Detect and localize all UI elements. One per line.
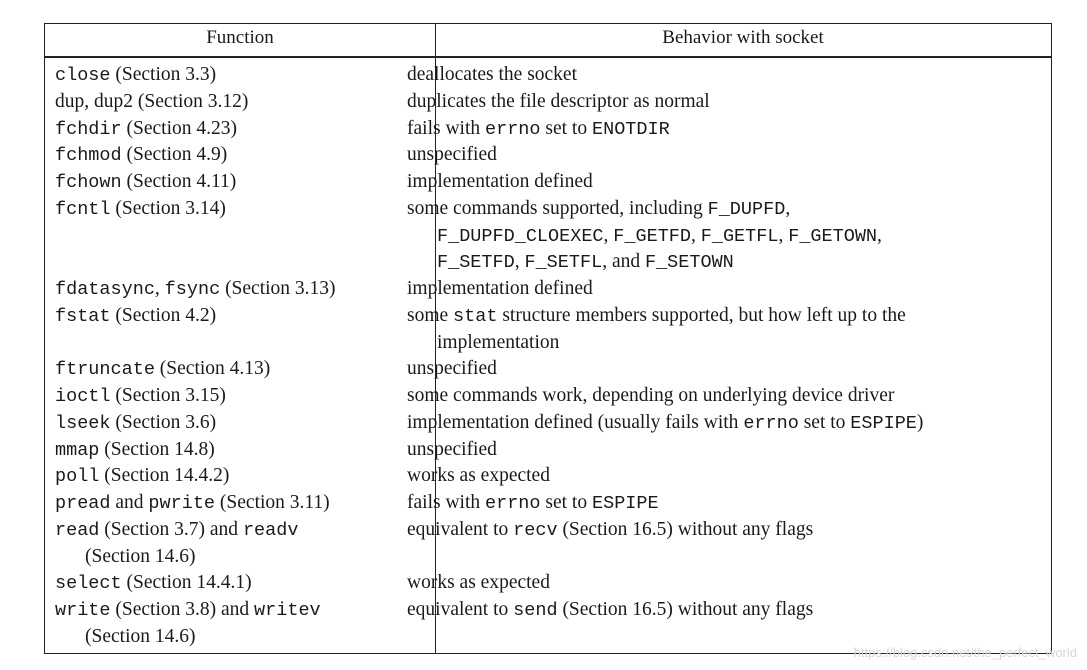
plain-text: implementation defined (407, 278, 593, 299)
plain-text: duplicates the file descriptor as normal (407, 90, 710, 112)
behavior-cell-line (407, 490, 659, 517)
plain-text: , (785, 197, 791, 219)
plain-text: (Section 3.14) (110, 197, 226, 219)
code-text: writev (254, 600, 321, 621)
function-cell-line (55, 116, 237, 143)
plain-text: works as expected (407, 572, 550, 594)
plain-text: (Section 14.8) (99, 438, 215, 460)
code-text: send (513, 600, 558, 621)
behavior-cell-line (407, 303, 906, 330)
plain-text: fails with (407, 492, 485, 513)
plain-text: , (691, 224, 701, 246)
behavior-cell-line (407, 437, 497, 463)
plain-text: (Section 16.5) without any flags (557, 518, 814, 540)
plain-text: unspecified (407, 358, 497, 380)
function-cell-line (55, 383, 226, 410)
watermark: https://blog.csdn.net/the_perfect_world (853, 645, 1077, 660)
plain-text: (Section 3.6) (110, 411, 217, 433)
code-text: F_DUPFD_CLOEXEC (437, 225, 604, 247)
plain-text: (Section 3.11) (215, 492, 330, 513)
behavior-cell-line (407, 597, 813, 624)
function-cell-line (55, 169, 236, 196)
function-cell-line (55, 276, 336, 303)
behavior-cell-line (407, 169, 593, 195)
function-cell-line (55, 196, 226, 223)
plain-text: unspecified (407, 144, 497, 166)
plain-text: ) (916, 411, 924, 433)
plain-text: implementation defined (usually fails with (407, 411, 744, 433)
plain-text: (Section 3.7) and (99, 518, 243, 540)
code-text: F_GETFD (613, 225, 691, 247)
plain-text: , (514, 251, 525, 273)
plain-text: , (154, 278, 165, 299)
plain-text: (Section 4.13) (154, 358, 271, 380)
behavior-cell-line (407, 570, 550, 596)
plain-text: , (877, 224, 882, 246)
plain-text: implementation (437, 331, 560, 353)
code-text: read (55, 519, 100, 541)
header-behavior: Behavior with socket (662, 27, 824, 48)
code-text: errno (743, 412, 799, 434)
behavior-cell-line (407, 196, 790, 223)
plain-text: dup, dup2 (Section 3.12) (55, 90, 249, 112)
plain-text: (Section 4.11) (121, 171, 237, 192)
plain-text: (Section 3.15) (110, 385, 226, 406)
plain-text: set to (540, 117, 592, 139)
code-text: stat (453, 305, 498, 327)
code-text: F_SETFL (524, 252, 603, 274)
code-text: ioctl (55, 386, 111, 407)
code-text: write (55, 600, 111, 621)
plain-text: structure members supported, but how left up to the (497, 304, 906, 326)
code-text: select (55, 573, 122, 595)
behavior-cell-line (407, 116, 670, 143)
behavior-cell-line (407, 62, 577, 88)
function-cell-line (55, 89, 248, 115)
plain-text: (Section 14.4.1) (121, 572, 252, 594)
code-text: close (55, 65, 111, 86)
code-text: F_GETOWN (788, 225, 878, 247)
code-text: errno (485, 118, 541, 140)
code-text: fchmod (55, 145, 122, 167)
code-text: pread (55, 493, 111, 514)
function-cell-line (55, 62, 216, 89)
plain-text: equivalent to (407, 518, 514, 540)
behavior-cell-line (407, 517, 813, 544)
plain-text: (Section 4.23) (121, 117, 237, 139)
header-function: Function (206, 27, 274, 48)
function-cell-line (55, 356, 270, 383)
code-text: lseek (55, 412, 111, 434)
code-text: fchdir (55, 118, 122, 140)
behavior-cell-line (437, 223, 882, 250)
plain-text: some commands supported, including (407, 197, 708, 219)
code-text: recv (513, 519, 558, 541)
plain-text: (Section 4.2) (110, 304, 217, 326)
code-text: fsync (164, 279, 221, 300)
behavior-cell-line (407, 89, 710, 115)
plain-text: some commands work, depending on underlying device driver (407, 385, 895, 406)
code-text: F_DUPFD (707, 198, 786, 220)
function-cell-line (55, 410, 216, 437)
plain-text: some (407, 304, 454, 326)
code-text: ESPIPE (591, 493, 659, 514)
plain-text: (Section 3.8) and (110, 599, 255, 620)
function-cell-line (85, 544, 195, 570)
plain-text: , (603, 224, 614, 246)
behavior-cell-line (407, 356, 497, 382)
plain-text: unspecified (407, 438, 497, 460)
behavior-cell-line (407, 463, 550, 489)
code-text: ftruncate (55, 359, 155, 381)
plain-text: (Section 4.9) (121, 144, 228, 166)
code-text: pwrite (148, 493, 216, 514)
code-text: poll (55, 466, 100, 488)
behavior-cell-line (407, 383, 894, 409)
function-cell-line (55, 517, 298, 544)
plain-text: (Section 3.3) (110, 64, 217, 85)
behavior-cell-line (407, 410, 923, 437)
plain-text: , and (602, 251, 645, 273)
plain-text: equivalent to (407, 599, 514, 620)
plain-text: fails with (407, 117, 485, 139)
plain-text: implementation defined (407, 171, 593, 192)
behavior-cell-line (437, 330, 559, 356)
plain-text: deallocates the socket (407, 64, 578, 85)
plain-text: set to (540, 492, 592, 513)
behavior-cell-line (407, 142, 497, 168)
code-text: fstat (55, 305, 111, 327)
function-cell-line (55, 142, 227, 169)
plain-text: set to (798, 411, 851, 433)
function-cell-line (55, 437, 215, 464)
code-text: mmap (55, 439, 100, 461)
plain-text: (Section 14.4.2) (99, 465, 230, 487)
function-cell-line (55, 463, 229, 490)
plain-text: , (778, 224, 789, 246)
code-text: fcntl (55, 198, 111, 220)
function-cell-line (55, 570, 252, 597)
code-text: fdatasync (55, 279, 155, 300)
socket-function-table (44, 23, 1052, 654)
code-text: fchown (55, 172, 122, 193)
code-text: F_SETFD (437, 252, 515, 274)
function-cell-line (55, 597, 321, 624)
code-text: errno (485, 493, 541, 514)
plain-text: works as expected (407, 465, 550, 487)
plain-text: and (110, 492, 149, 513)
plain-text: (Section 14.6) (85, 545, 196, 567)
plain-text: (Section 16.5) without any flags (557, 599, 814, 620)
function-cell-line (55, 490, 330, 517)
code-text: readv (242, 519, 299, 541)
code-text: F_SETOWN (644, 252, 734, 274)
plain-text: (Section 14.6) (85, 625, 196, 647)
code-text: ENOTDIR (591, 118, 670, 140)
function-cell-line (85, 624, 195, 650)
code-text: ESPIPE (850, 412, 917, 434)
behavior-cell-line (407, 276, 593, 302)
header-divider (45, 56, 1051, 58)
behavior-cell-line (437, 249, 734, 276)
plain-text: (Section 3.13) (220, 278, 336, 299)
code-text: F_GETFL (700, 225, 779, 247)
function-cell-line (55, 303, 216, 330)
